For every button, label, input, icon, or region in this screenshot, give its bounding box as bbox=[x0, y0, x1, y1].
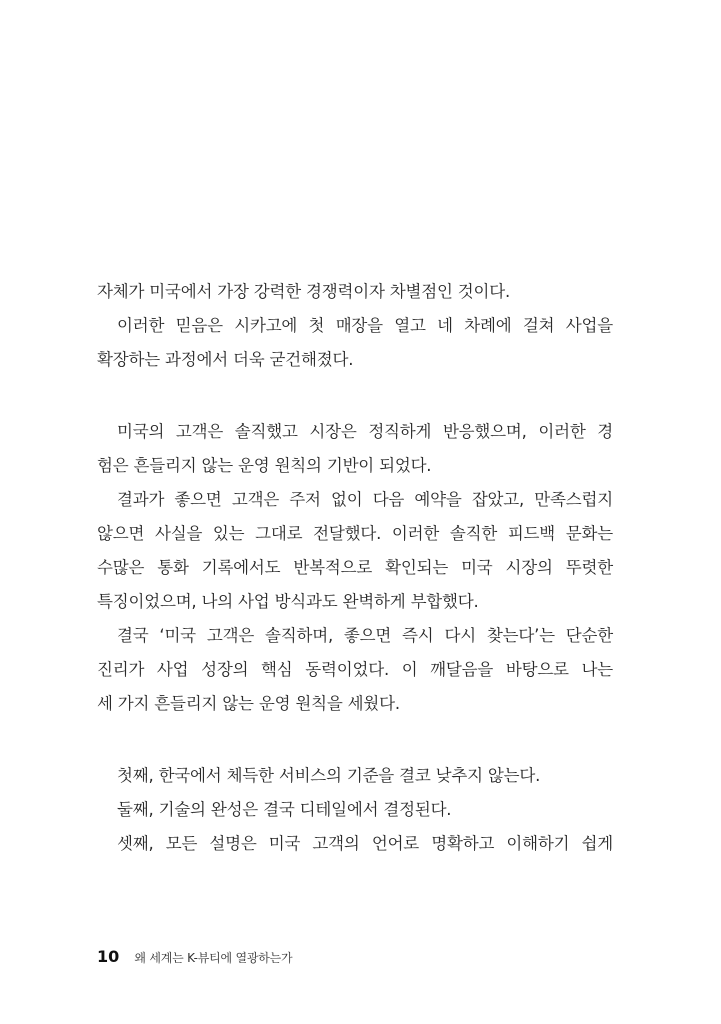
text-line: 험은 흔들리지 않는 운영 원칙의 기반이 되었다. bbox=[97, 456, 432, 475]
text-line: 셋째, 모든 설명은 미국 고객의 언어로 명확하고 이해하기 쉽게 bbox=[117, 834, 613, 853]
page-footer bbox=[97, 946, 292, 968]
text-line: 첫째, 한국에서 체득한 서비스의 기준을 결코 낮추지 않는다. bbox=[117, 766, 541, 785]
text-line: 자체가 미국에서 가장 강력한 경쟁력이자 차별점인 것이다. bbox=[97, 282, 511, 301]
running-title: 왜 세계는 K-뷰티에 열광하는가 bbox=[134, 951, 293, 965]
text-line: 수많은 통화 기록에서도 반복적으로 확인되는 미국 시장의 뚜렷한 bbox=[97, 558, 613, 577]
text-line: 미국의 고객은 솔직했고 시장은 정직하게 반응했으며, 이러한 경 bbox=[117, 422, 613, 441]
page-number: 10 bbox=[97, 947, 120, 966]
text-line: 확장하는 과정에서 더욱 굳건해졌다. bbox=[97, 350, 354, 369]
text-line: 특징이었으며, 나의 사업 방식과도 완벽하게 부합했다. bbox=[97, 592, 479, 611]
text-line: 결과가 좋으면 고객은 주저 없이 다음 예약을 잡았고, 만족스럽지 bbox=[117, 490, 613, 509]
text-line: 않으면 사실을 있는 그대로 전달했다. 이러한 솔직한 피드백 문화는 bbox=[97, 524, 613, 543]
text-line: 세 가지 흔들리지 않는 운영 원칙을 세웠다. bbox=[97, 694, 400, 713]
text-line: 진리가 사업 성장의 핵심 동력이었다. 이 깨달음을 바탕으로 나는 bbox=[97, 660, 613, 679]
text-line: 둘째, 기술의 완성은 결국 디테일에서 결정된다. bbox=[117, 800, 452, 819]
text-line: 결국 ‘미국 고객은 솔직하며, 좋으면 즉시 다시 찾는다’는 단순한 bbox=[117, 626, 613, 645]
text-line: 이러한 믿음은 시카고에 첫 매장을 열고 네 차례에 걸쳐 사업을 bbox=[117, 316, 613, 335]
